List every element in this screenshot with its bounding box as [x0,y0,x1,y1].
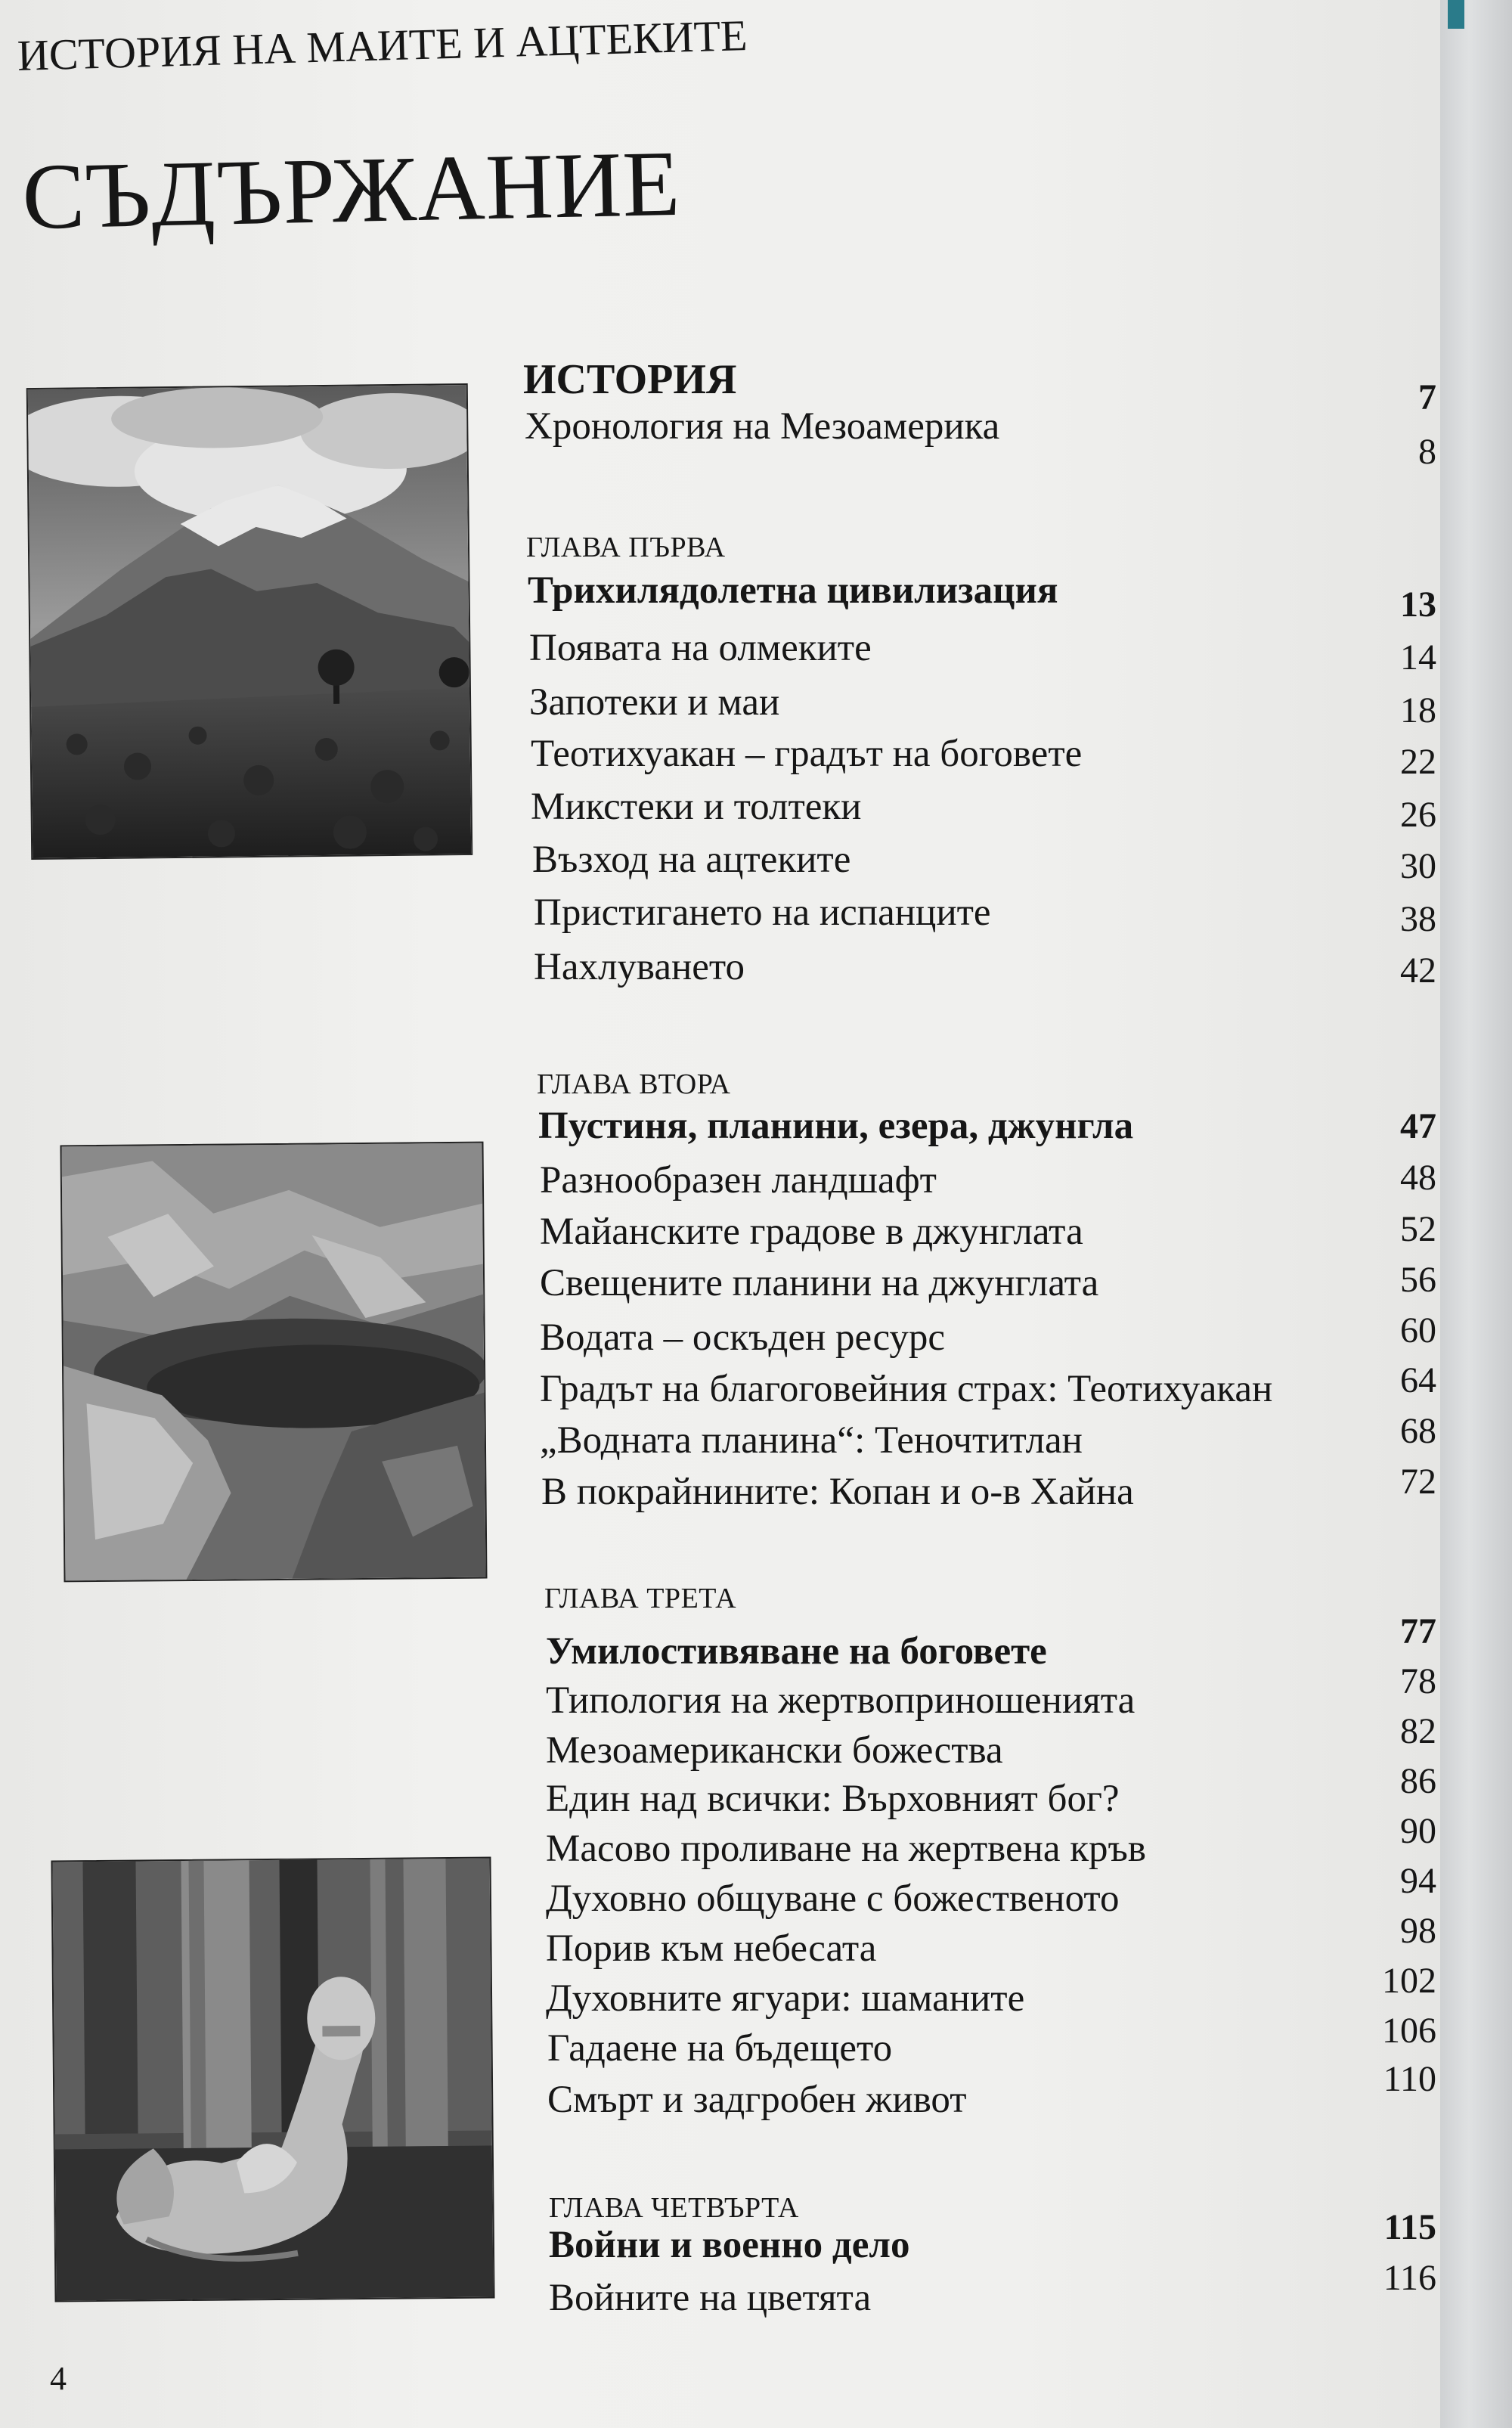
toc-entry: „Водната планина“: Теночтитлан [540,1419,1083,1462]
toc-entry: Хронология на Мезоамерика [525,405,1000,448]
chapter-label: ГЛАВА ВТОРА [537,1068,731,1100]
toc-entry: Войните на цветята [549,2277,872,2319]
page-number-folio: 4 [50,2360,67,2397]
toc-page-number: 18 [1400,690,1436,730]
toc-page-number: 7 [1418,377,1436,417]
toc-page-number: 42 [1400,950,1436,991]
toc-page-number: 98 [1400,1911,1436,1951]
toc-page-number: 52 [1400,1209,1436,1249]
toc-entry: Майанските градове в джунглата [540,1211,1083,1253]
toc-entry: Типология на жертвоприношенията [546,1679,1136,1722]
toc-page-number: 48 [1400,1158,1436,1198]
chac-mool-statue-photo [51,1856,494,2302]
toc-page-number: 13 [1400,585,1436,625]
toc-entry: Водата – оскъден ресурс [540,1316,946,1359]
page-title: СЪДЪРЖАНИЕ [21,131,682,249]
toc-page-number: 102 [1382,1961,1436,2001]
toc-page-number: 38 [1400,899,1436,939]
bookmark-tab [1448,0,1464,29]
toc-page-number: 82 [1400,1711,1436,1751]
toc-entry: Запотеки и маи [529,681,780,724]
toc-page-number: 116 [1383,2258,1436,2298]
toc-page-number: 56 [1400,1260,1436,1300]
toc-entry: Теотихуакан – градът на боговете [531,733,1083,775]
toc-page-number: 106 [1382,2011,1436,2051]
toc-page-number: 26 [1400,795,1436,835]
toc-entry: Смърт и задгробен живот [547,2079,967,2121]
toc-page-number: 77 [1400,1611,1436,1651]
toc-entry: Разнообразен ландшафт [540,1159,937,1202]
toc-entry: Духовно общуване с божественото [546,1878,1120,1920]
toc-entry-chapter-title: Войни и военно дело [549,2224,910,2266]
next-page-edge [1440,0,1512,2428]
toc-page-number: 72 [1400,1462,1436,1502]
toc-page-number: 115 [1383,2207,1436,2247]
chapter-label: ГЛАВА ЧЕТВЪРТА [549,2192,799,2224]
toc-entry: Гадаене на бъдещето [547,2027,893,2070]
toc-page-number: 64 [1400,1360,1436,1400]
toc-entry-history: ИСТОРИЯ [523,356,737,403]
toc-page-number: 60 [1400,1310,1436,1350]
toc-page-number: 86 [1400,1761,1436,1801]
toc-page-number: 110 [1383,2059,1436,2099]
mountain-lake-photo [60,1142,487,1583]
toc-page-number: 47 [1400,1106,1436,1146]
toc-page-number: 30 [1400,846,1436,886]
toc-page-number: 94 [1400,1861,1436,1901]
toc-entry: Пристигането на испанците [534,892,991,934]
toc-entry: Един над всички: Върховният бог? [546,1778,1120,1820]
toc-entry: Свещените планини на джунглата [540,1262,1099,1304]
toc-entry: Масово проливане на жертвена кръв [546,1828,1147,1870]
toc-page-number: 14 [1400,637,1436,678]
toc-entry: Появата на олмеките [529,627,872,669]
toc-page-number: 68 [1400,1411,1436,1451]
toc-page-number: 22 [1400,742,1436,782]
toc-page-number: 78 [1400,1661,1436,1701]
toc-entry-chapter-title: Трихилядолетна цивилизация [528,569,1058,612]
toc-entry: В покрайнините: Копан и о-в Хайна [541,1471,1134,1513]
toc-entry: Мезоамерикански божества [546,1729,1003,1772]
toc-entry: Микстеки и толтеки [531,786,862,828]
toc-page-number: 90 [1400,1811,1436,1851]
toc-entry-chapter-title: Пустиня, планини, езера, джунгла [538,1105,1134,1147]
running-head: ИСТОРИЯ НА МАИТЕ И АЦТЕКИТЕ [17,11,748,80]
toc-entry: Градът на благоговейния страх: Теотихуакан [540,1368,1273,1410]
chapter-label: ГЛАВА ПЪРВА [526,532,726,563]
chapter-label: ГЛАВА ТРЕТА [544,1583,737,1614]
toc-entry: Нахлуването [534,946,745,988]
toc-entry: Порив към небесата [546,1927,877,1970]
volcano-landscape-photo [26,383,473,860]
toc-page-number: 8 [1418,432,1436,472]
toc-entry-chapter-title: Умилостивяване на боговете [546,1630,1047,1673]
toc-entry: Възход на ацтеките [532,839,851,881]
toc-entry: Духовните ягуари: шаманите [546,1977,1025,2020]
